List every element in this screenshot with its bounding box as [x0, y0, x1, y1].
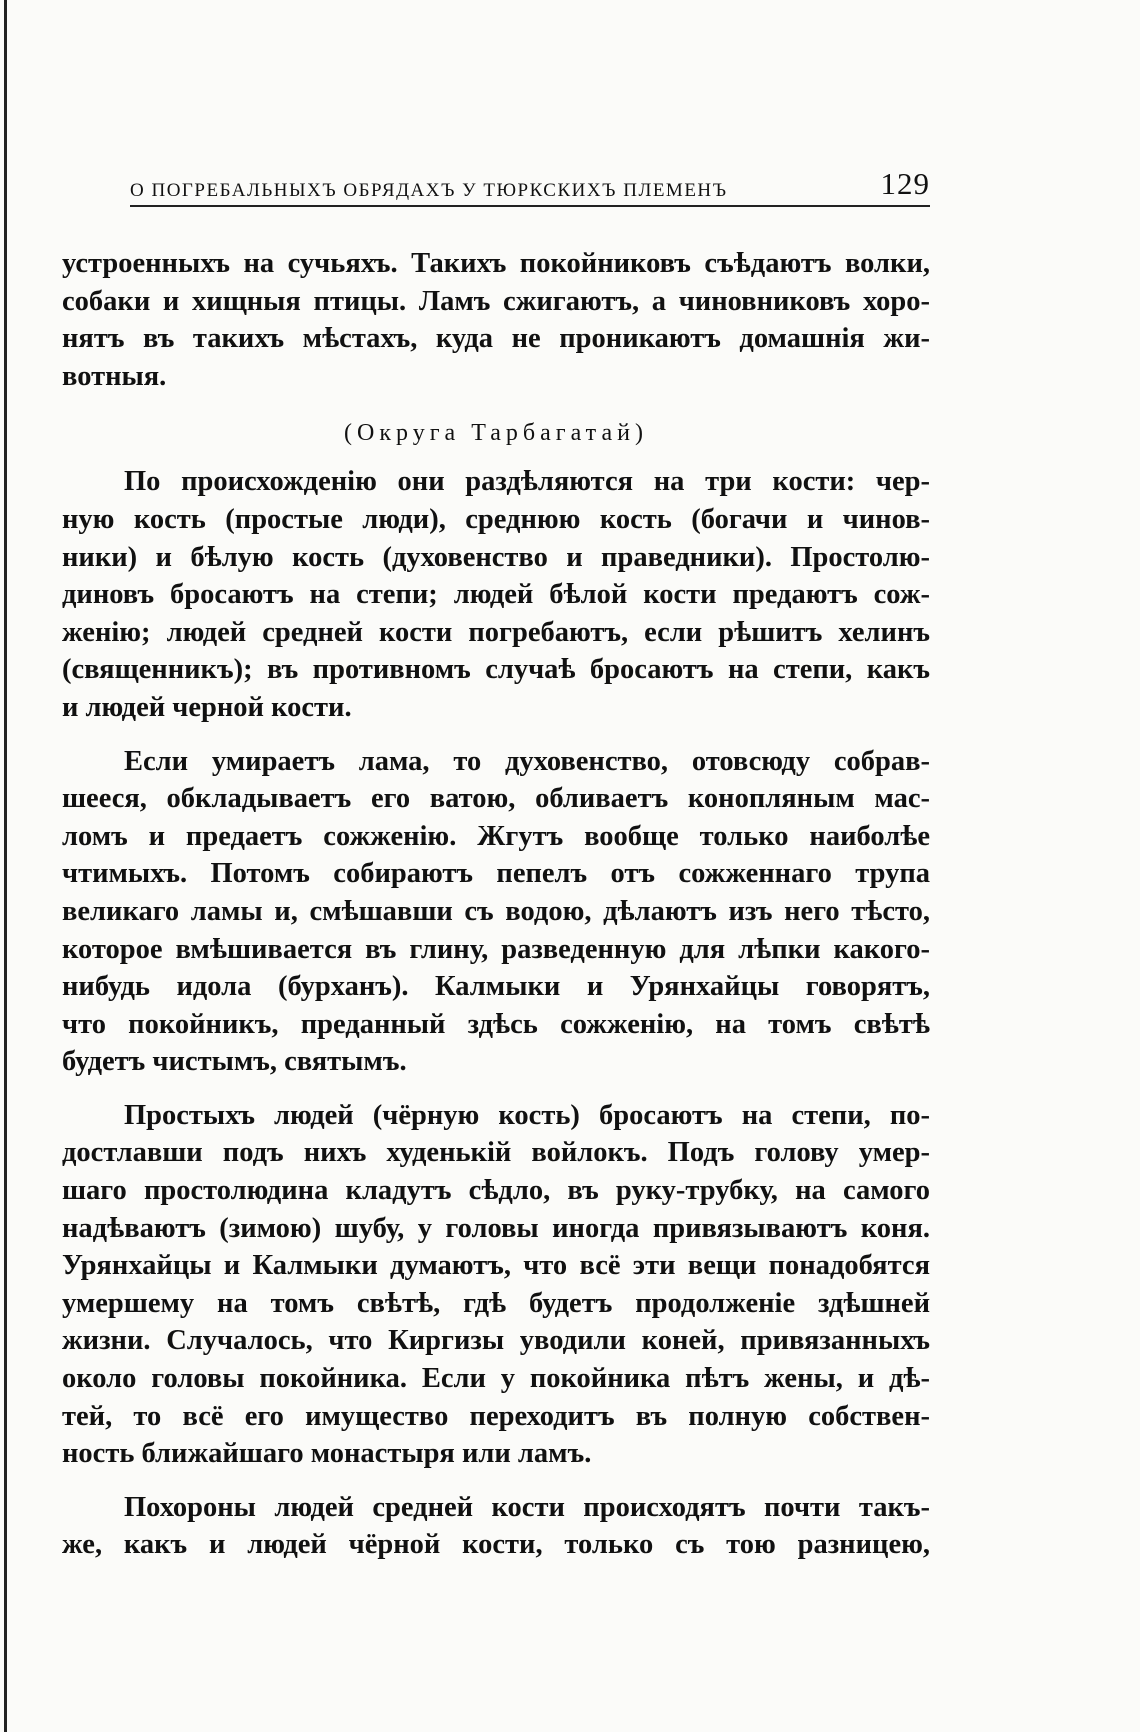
page-header: [130, 162, 930, 202]
text-line: вотныя.: [62, 360, 167, 392]
section-subheading: (Округа Тарбагатай): [344, 420, 648, 447]
text-line: ломъ и предаетъ сожженію. Жгутъ вообще только наиболѣе: [62, 820, 930, 852]
text-line: будетъ чистымъ, святымъ.: [62, 1046, 407, 1078]
text-line: достлавши подъ нихъ худенькій войлокъ. Подъ голову умер-: [62, 1137, 930, 1169]
text-line: Урянхайцы и Калмыки думаютъ, что всё эти вещи понадобятся: [62, 1250, 930, 1282]
text-line: устроенныхъ на сучьяхъ. Такихъ покойниковъ съѣдаютъ волки,: [62, 248, 930, 279]
text-line: около головы покойника. Если у покойника пѣтъ жены, и дѣ-: [62, 1363, 930, 1395]
text-line: По происхожденію они раздѣляются на три кости: чер-: [124, 466, 930, 498]
text-line: женію; людей средней кости погребаютъ, если рѣшитъ хелинъ: [62, 616, 930, 648]
text-line: которое вмѣшивается въ глину, разведенную для лѣпки какого-: [62, 933, 930, 965]
text-line: жизни. Случалось, что Киргизы уводили коней, привязанныхъ: [62, 1325, 930, 1357]
body-text: [62, 245, 930, 1564]
text-line: ники) и бѣлую кость (духовенство и праведники). Простолю-: [62, 541, 930, 573]
text-line: умершему на томъ свѣтѣ, гдѣ будетъ продолженіе здѣшней: [62, 1287, 930, 1319]
text-line: и людей черной кости.: [62, 691, 352, 723]
text-line: что покойникъ, преданный здѣсь сожженію, на томъ свѣтѣ: [62, 1008, 930, 1040]
text-line: надѣваютъ (зимою) шубу, у головы иногда привязываютъ коня.: [62, 1212, 930, 1244]
text-line: ность ближайшаго монастыря или ламъ.: [62, 1438, 592, 1470]
running-head: О ПОГРЕБАЛЬНЫХЪ ОБРЯДАХЪ У ТЮРКСКИХЪ ПЛЕМЕНЪ: [130, 180, 728, 201]
text-line: тей, то всё его имущество переходитъ въ полную собствен-: [62, 1400, 930, 1432]
text-line: Похороны людей средней кости происходятъ почти такъ-: [124, 1491, 930, 1523]
text-line: нибудь идола (бурханъ). Калмыки и Урянхайцы говорятъ,: [62, 971, 930, 1003]
text-line: шаго простолюдина кладутъ сѣдло, въ руку-трубку, на самого: [62, 1175, 930, 1207]
header-rule: [130, 205, 930, 207]
text-line: (священникъ); въ противномъ случаѣ бросаютъ на степи, какъ: [62, 654, 930, 686]
text-line: нятъ въ такихъ мѣстахъ, куда не проникаютъ домашнія жи-: [62, 323, 930, 355]
text-line: шееся, обкладываетъ его ватою, обливаетъ конопляным маc-: [62, 783, 930, 815]
text-line: великаго ламы и, смѣшавши съ водою, дѣлаютъ изъ него тѣсто,: [62, 895, 930, 927]
text-line: Простыхъ людей (чёрную кость) бросаютъ на степи, по-: [124, 1099, 930, 1131]
text-line: собаки и хищныя птицы. Ламъ сжигаютъ, а чиновниковъ хоро-: [62, 285, 930, 317]
text-line: диновъ бросаютъ на степи; людей бѣлой кости предаютъ сож-: [62, 579, 930, 611]
text-line: чтимыхъ. Потомъ собираютъ пепелъ отъ сожженнаго трупа: [62, 858, 930, 890]
page-number: 129: [880, 166, 930, 201]
paragraph-gap: [62, 1081, 930, 1097]
page-edge-rule: [4, 0, 7, 1732]
text-line: же, какъ и людей чёрной кости, только съ тою разницею,: [62, 1529, 930, 1561]
text-line: ную кость (простые люди), среднюю кость (богачи и чинов-: [62, 503, 930, 535]
text-line: Если умираетъ лама, то духовенство, отовсюду собрав-: [124, 745, 930, 777]
paragraph-gap: [62, 727, 930, 743]
paragraph-gap: [62, 1473, 930, 1489]
